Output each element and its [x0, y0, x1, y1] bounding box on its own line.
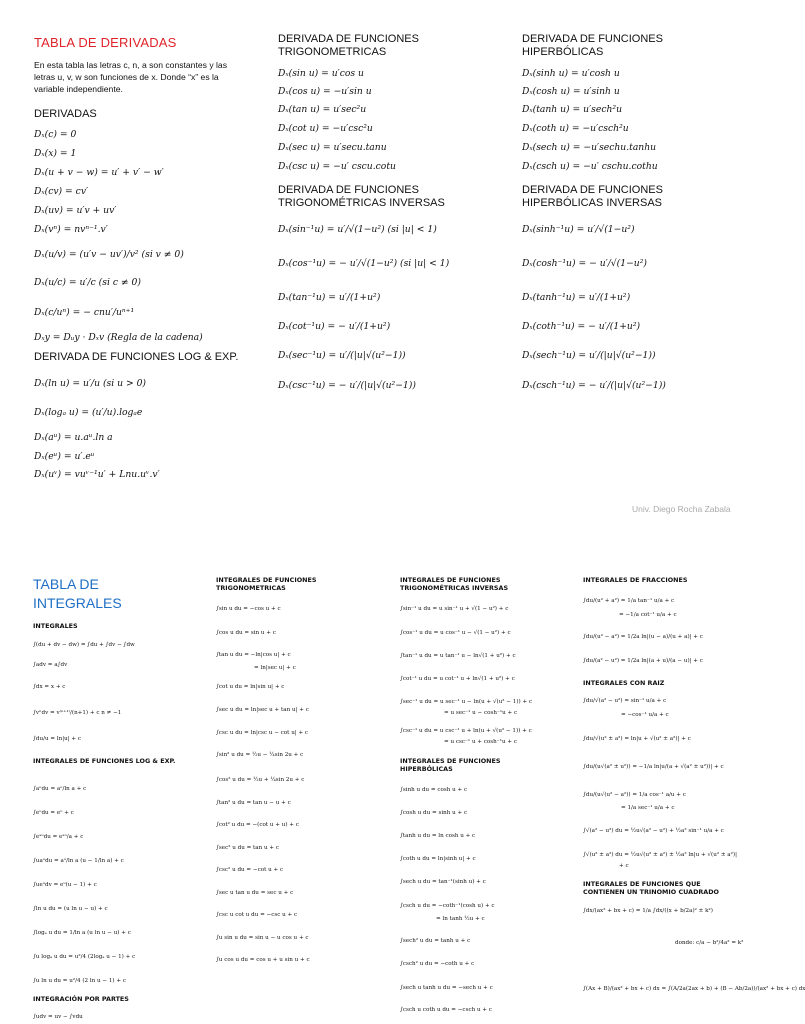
formula: = u sec⁻¹ u − cosh⁻¹u + c	[444, 710, 518, 716]
log-exp-heading: DERIVADA DE FUNCIONES LOG & EXP.	[34, 351, 239, 363]
formula: ∫tan² u du = tan u − u + c	[216, 800, 291, 806]
formula: Dₓ(csch⁻¹u) = − u′/(|u|√(u²−1))	[522, 380, 666, 391]
integrales-raiz-heading: INTEGRALES CON RAIZ	[583, 679, 665, 687]
formula: ∫√(a² − u²) du = ½u√(a² − u²) + ½a² sin⁻¹ u/a + c	[583, 828, 724, 834]
formula: = −1/a cot⁻¹ u/a + c	[619, 612, 677, 618]
integrales-trig-inv-heading: INTEGRALES DE FUNCIONES TRIGONOMÉTRICAS INVERSAS	[400, 576, 509, 592]
formula: Dₓ(coth u) = −u′csch²u	[522, 123, 629, 134]
formula: ∫du/(u² − a²) = 1/2a ln|(u − a)/(u + a)| + c	[583, 634, 703, 640]
formula: Dₓ(ln u) = u′/u (si u > 0)	[34, 378, 147, 389]
integrales-title-line2: INTEGRALES	[33, 595, 122, 611]
formula: ∫cos⁻¹ u du = u cos⁻¹ u − √(1 − u²) + c	[400, 630, 511, 636]
formula: ∫cot u du = ln|sin u| + c	[216, 684, 285, 690]
formula: ∫√(u² ± a²) du = ½u√(u² ± a²) ± ½a² ln|u + √(u² ± a²)|	[583, 852, 737, 858]
hyp-heading: DERIVADA DE FUNCIONES HIPERBÓLICAS	[522, 33, 663, 58]
formula: Dₓ(uᵛ) = vuᵛ⁻¹u′ + Lnu.uᵛ.v′	[34, 469, 160, 480]
formula: ∫du/√(a² − u²) = sin⁻¹ u/a + c	[583, 698, 667, 704]
formula: Dₓ(cosh u) = u′sinh u	[522, 86, 620, 97]
formula: Dₓ(tan u) = u′sec²u	[278, 104, 367, 115]
formula: ∫sec⁻¹ u du = u sec⁻¹ u − ln(u + √(u² − 1)) + c	[400, 699, 533, 705]
formula: ∫sec u tan u du = sec u + c	[216, 890, 294, 896]
formula: ∫sech² u du = tanh u + c	[400, 938, 471, 944]
formula: Dₓ(cosh⁻¹u) = − u′/√(1−u²)	[522, 258, 647, 269]
formula: Dₓ(uv) = u′v + uv′	[34, 205, 117, 216]
formula: ∫sech u du = tan⁻¹(sinh u) + c	[400, 879, 486, 885]
formula: Dₓ(cv) = cv′	[34, 186, 89, 197]
formula: ∫sin² u du = ½u − ¼sin 2u + c	[216, 752, 304, 758]
formula: ∫cot⁻¹ u du = u cot⁻¹ u + ln√(1 + u²) + c	[400, 676, 515, 682]
formula: ∫du/(u² + a²) = 1/a tan⁻¹ u/a + c	[583, 598, 675, 604]
formula: Dₓ(c) = 0	[34, 129, 77, 140]
formula: Dₓ(u + v − w) = u′ + v′ − w′	[34, 167, 164, 178]
formula: ∫sech u tanh u du = −sech u + c	[400, 985, 493, 991]
integrales-heading: INTEGRALES	[33, 622, 78, 630]
formula: ∫cot² u du = −(cot u + u) + c	[216, 822, 299, 828]
formula: Dₓ(sech u) = −u′sechu.tanhu	[522, 142, 657, 153]
formula: ∫sinh u du = cosh u + c	[400, 787, 468, 793]
integrales-frac-heading: INTEGRALES DE FRACCIONES	[583, 576, 688, 584]
formula: Dₓ(sech⁻¹u) = u′/(|u|√(u²−1))	[522, 350, 656, 361]
formula: ∫ln u du = (u ln u − u) + c	[33, 906, 108, 912]
formula: donde: c/a − b²/4a² = k²	[675, 940, 744, 946]
formula: Dₓ(eᵘ) = u′.eᵘ	[34, 451, 95, 462]
formula: ∫cos u du = sin u + c	[216, 630, 276, 636]
intro-text: En esta tabla las letras c, n, a son constantes y las letras u, v, w son funciones de x. Donde “x” es la variable independiente.	[34, 60, 227, 94]
formula: ∫sin u du = −cos u + c	[216, 606, 281, 612]
formula: ∫dx = x + c	[33, 684, 66, 690]
integrales-hyp-heading: INTEGRALES DE FUNCIONES HIPERBÓLICAS	[400, 757, 501, 773]
formula: = ln tanh ½u + c	[436, 916, 485, 922]
formula: ∫sec² u du = tan u + c	[216, 845, 279, 851]
formula: ∫sec u du = ln|sec u + tan u| + c	[216, 707, 309, 713]
formula: Dₓ(tanh⁻¹u) = u′/(1+u²)	[522, 292, 631, 303]
formula: ∫dx/(ax² + bx + c) = 1/a ∫dx/((x + b/2a)² ± k²)	[583, 908, 713, 914]
formula: ∫logₐ u du = 1/ln a (u ln u − u) + c	[33, 930, 131, 936]
trig-heading: DERIVADA DE FUNCIONES TRIGONOMETRICAS	[278, 33, 419, 58]
formula: Dₓy = Dᵤy · Dₓv (Regla de la cadena)	[34, 332, 203, 343]
formula: ∫coth u du = ln|sinh u| + c	[400, 856, 476, 862]
formula: Dₓ(sinh u) = u′cosh u	[522, 68, 620, 79]
formula: Dₓ(aᵘ) = u.aᵘ.ln a	[34, 432, 113, 443]
derivadas-heading: DERIVADAS	[34, 108, 97, 120]
integrales-title	[33, 575, 122, 613]
formula: Dₓ(csc u) = −u′ cscu.cotu	[278, 161, 396, 172]
formula: Dₓ(u/c) = u′/c (si c ≠ 0)	[34, 277, 141, 288]
formula: ∫u sin u du = sin u − u cos u + c	[216, 935, 309, 941]
formula: ∫csc u cot u du = −csc u + c	[216, 912, 298, 918]
formula: Dₓ(x) = 1	[34, 148, 77, 159]
formula: ∫du/(a² − u²) = 1/2a ln|(a + u)/(a − u)| + c	[583, 658, 703, 664]
formula: Dₓ(tanh u) = u′sech²u	[522, 104, 622, 115]
partes-heading: INTEGRACIÓN POR PARTES	[33, 995, 129, 1003]
integrales-trig-heading: INTEGRALES DE FUNCIONES TRIGONOMETRICAS	[216, 576, 317, 592]
formula: Dₓ(cos u) = −u′sin u	[278, 86, 372, 97]
formula: ∫ueᵘdv = eᵘ(u − 1) + c	[33, 882, 97, 888]
trig-inv-heading: DERIVADA DE FUNCIONES TRIGONOMÉTRICAS INVERSAS	[278, 184, 445, 209]
formula: ∫csch u coth u du = −csch u + c	[400, 1007, 492, 1013]
formula: Dₓ(sec u) = u′secu.tanu	[278, 142, 387, 153]
formula: ∫du/√(u² ± a²) = ln|u + √(u² ± a²)| + c	[583, 736, 691, 742]
formula: ∫u ln u du = u²/4 (2 ln u − 1) + c	[33, 978, 126, 984]
formula: Dₓ(cos⁻¹u) = − u′/√(1−u²) (si |u| < 1)	[278, 258, 450, 269]
formula: ∫u cos u du = cos u + u sin u + c	[216, 957, 310, 963]
integrales-log-heading: INTEGRALES DE FUNCIONES LOG & EXP.	[33, 757, 176, 765]
formula: Dₓ(coth⁻¹u) = − u′/(1+u²)	[522, 321, 641, 332]
author-signature: Univ. Diego Rocha Zabala	[632, 504, 731, 514]
formula: Dₓ(sin⁻¹u) = u′/√(1−u²) (si |u| < 1)	[278, 224, 437, 235]
formula: + c	[619, 863, 629, 869]
formula: Dₓ(cot⁻¹u) = − u′/(1+u²)	[278, 321, 391, 332]
formula: ∫sin⁻¹ u du = u sin⁻¹ u + √(1 − u²) + c	[400, 606, 509, 612]
formula: ∫u logₐ u du = u²/4 (2logₐ u − 1) + c	[33, 954, 136, 960]
formula: Dₓ(u/v) = (u′v − uv′)/v² (si v ≠ 0)	[34, 249, 184, 260]
formula: ∫udv = uv − ∫vdu	[33, 1014, 83, 1020]
formula: ∫eᵘdu = eᵘ + c	[33, 810, 74, 816]
formula: ∫adv = a∫dv	[33, 662, 68, 668]
formula: Dₓ(csc⁻¹u) = − u′/(|u|√(u²−1))	[278, 380, 416, 391]
formula: Dₓ(sinh⁻¹u) = u′/√(1−u²)	[522, 224, 635, 235]
formula: ∫csch u du = −coth⁻¹(cosh u) + c	[400, 903, 495, 909]
formula: = 1/a sec⁻¹ u/a + c	[621, 805, 675, 811]
formula: Dₓ(csch u) = −u′ cschu.cothu	[522, 161, 658, 172]
formula: ∫eᵃᵘdu = eᵃᵘ/a + c	[33, 834, 84, 840]
formula: Dₓ(c/uⁿ) = − cnu′/uⁿ⁺¹	[34, 307, 135, 318]
formula: Dₓ(sin u) = u′cos u	[278, 68, 364, 79]
formula: = −cos⁻¹ u/a + c	[621, 712, 669, 718]
formula: Dₓ(cot u) = −u′csc²u	[278, 123, 373, 134]
hyp-inv-heading: DERIVADA DE FUNCIONES HIPERBÓLICAS INVERSAS	[522, 184, 663, 209]
formula: ∫du/u = ln|u| + c	[33, 736, 81, 742]
formula: ∫tanh u du = ln cosh u + c	[400, 833, 476, 839]
formula: ∫du/(u√(u² − a²)) = 1/a cos⁻¹ a/u + c	[583, 792, 686, 798]
formula: ∫cosh u du = sinh u + c	[400, 810, 468, 816]
formula: ∫uaᵘdu = aᵘ/ln a (u − 1/ln a) + c	[33, 858, 124, 864]
integrales-title-line1: TABLA DE	[33, 576, 99, 592]
formula: ∫csc u du = ln|csc u − cot u| + c	[216, 730, 309, 736]
formula: ∫du/(u√(a² ± u²)) = −1/a ln|u/(a + √(a² ± u²))| + c	[583, 764, 724, 770]
formula: ∫aᵘdu = aᵘ/ln a + c	[33, 786, 87, 792]
formula: ∫cos² u du = ½u + ¼sin 2u + c	[216, 777, 305, 783]
formula: Dₓ(sec⁻¹u) = u′/(|u|√(u²−1))	[278, 350, 406, 361]
formula: ∫csc⁻¹ u du = u csc⁻¹ u + ln(u + √(u² − 1)) + c	[400, 728, 532, 734]
formula: ∫vⁿdv = v⁽ⁿ⁺¹⁾/(n+1) + c n ≠ −1	[33, 710, 122, 716]
formula: Dₓ(tan⁻¹u) = u′/(1+u²)	[278, 292, 381, 303]
formula: ∫tan⁻¹ u du = u tan⁻¹ u − ln√(1 + u²) + c	[400, 653, 516, 659]
formula: Dₓ(vⁿ) = nvⁿ⁻¹.v′	[34, 224, 108, 235]
formula: ∫csch² u du = −coth u + c	[400, 961, 475, 967]
formula: ∫tan u du = −ln|cos u| + c	[216, 652, 291, 658]
formula: ∫(Ax + B)/(ax² + bx + c) dx = ∫(A/2a(2ax + b) + (B − Ab/2a))/(ax² + bx + c) dx	[583, 986, 805, 992]
derivadas-title: TABLA DE DERIVADAS	[34, 35, 177, 50]
formula: ∫csc² u du = −cot u + c	[216, 867, 284, 873]
formula: = u csc⁻¹ u + cosh⁻¹u + c	[444, 739, 517, 745]
formula: ∫(du + dv − dw) = ∫du + ∫dv − ∫dw	[33, 642, 135, 648]
integrales-trinomio-heading: INTEGRALES DE FUNCIONES QUE CONTIENEN UN TRINOMIO CUADRADO	[583, 880, 719, 896]
formula: = ln|sec u| + c	[254, 665, 296, 671]
formula: Dₓ(logₐ u) = (u′/u).logₐe	[34, 407, 143, 418]
